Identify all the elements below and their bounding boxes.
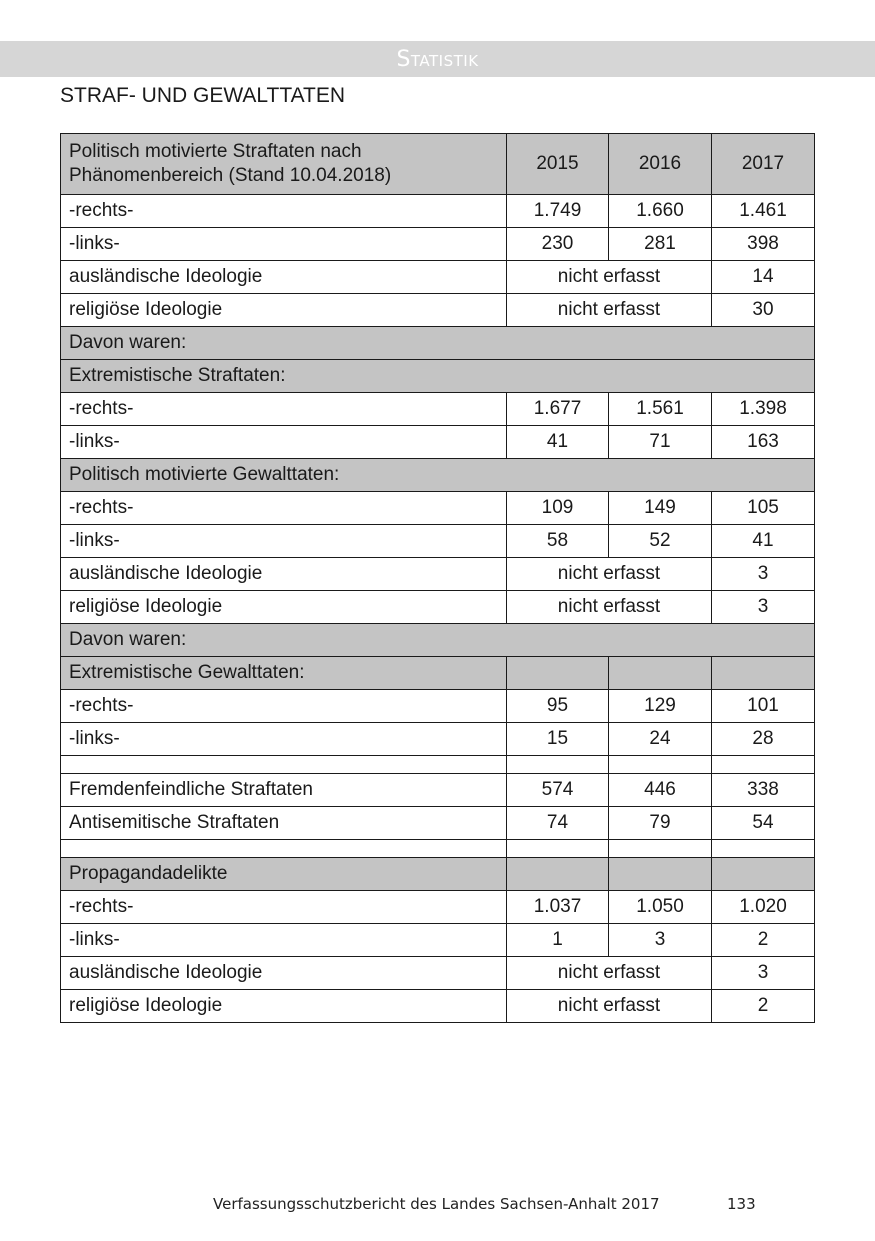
year-header-2017: 2017: [712, 134, 815, 195]
row-label: -rechts-: [61, 195, 507, 228]
empty-cell: [61, 840, 507, 858]
value-cell-2017: 30: [712, 294, 815, 327]
value-cell-2016: 149: [609, 492, 712, 525]
value-cell-2015: 95: [507, 690, 609, 723]
table-row: [61, 591, 815, 624]
not-recorded-cell: nicht erfasst: [507, 558, 712, 591]
row-label: Antisemitische Straftaten: [61, 807, 507, 840]
table-row: [61, 261, 815, 294]
section-header-label: Davon waren:: [61, 624, 815, 657]
section-header-row: [61, 327, 815, 360]
row-label: religiöse Ideologie: [61, 294, 507, 327]
value-cell-2015: 574: [507, 774, 609, 807]
table-row: [61, 957, 815, 990]
not-recorded-cell: nicht erfasst: [507, 294, 712, 327]
table-row: [61, 690, 815, 723]
value-cell-2017: 41: [712, 525, 815, 558]
table-row: [61, 228, 815, 261]
table-row: [61, 774, 815, 807]
table-row: [61, 492, 815, 525]
empty-cell: [609, 756, 712, 774]
empty-cell: [712, 858, 815, 891]
value-cell-2015: 1.749: [507, 195, 609, 228]
value-cell-2015: 1.677: [507, 393, 609, 426]
value-cell-2017: 1.398: [712, 393, 815, 426]
value-cell-2017: 2: [712, 990, 815, 1023]
value-cell-2016: 129: [609, 690, 712, 723]
value-cell-2016: 281: [609, 228, 712, 261]
table-header-label-line1: Politisch motivierte Straftaten nach: [69, 141, 362, 162]
row-label: religiöse Ideologie: [61, 591, 507, 624]
table-row: [61, 558, 815, 591]
row-label: religiöse Ideologie: [61, 990, 507, 1023]
section-header-label: Extremistische Gewalttaten:: [61, 657, 507, 690]
table-row: [61, 807, 815, 840]
table-header-label: [61, 134, 507, 195]
value-cell-2017: 3: [712, 957, 815, 990]
table-row: [61, 426, 815, 459]
value-cell-2017: 28: [712, 723, 815, 756]
section-header-label: Davon waren:: [61, 327, 815, 360]
row-label: ausländische Ideologie: [61, 957, 507, 990]
page-number: 133: [727, 1195, 756, 1213]
empty-cell: [507, 858, 609, 891]
value-cell-2016: 79: [609, 807, 712, 840]
table-header-label-line2: Phänomenbereich (Stand 10.04.2018): [69, 165, 392, 186]
statistics-table: [60, 133, 815, 1023]
value-cell-2017: 1.461: [712, 195, 815, 228]
section-title: STRAF- UND GEWALTTATEN: [60, 84, 346, 107]
empty-cell: [609, 657, 712, 690]
table-row: [61, 990, 815, 1023]
value-cell-2017: 338: [712, 774, 815, 807]
year-header-2015: 2015: [507, 134, 609, 195]
row-label: Fremdenfeindliche Straftaten: [61, 774, 507, 807]
not-recorded-cell: nicht erfasst: [507, 990, 712, 1023]
row-label: -rechts-: [61, 690, 507, 723]
chapter-banner: [0, 41, 875, 77]
row-label: -links-: [61, 924, 507, 957]
value-cell-2017: 398: [712, 228, 815, 261]
value-cell-2015: 41: [507, 426, 609, 459]
empty-cell: [507, 756, 609, 774]
table-row: [61, 393, 815, 426]
value-cell-2015: 58: [507, 525, 609, 558]
section-header-label: Propagandadelikte: [61, 858, 507, 891]
table-row: [61, 723, 815, 756]
row-label: -rechts-: [61, 393, 507, 426]
value-cell-2016: 71: [609, 426, 712, 459]
value-cell-2017: 105: [712, 492, 815, 525]
spacer-row: [61, 840, 815, 858]
chapter-banner-label: Statistik: [396, 46, 479, 72]
row-label: -links-: [61, 426, 507, 459]
not-recorded-cell: nicht erfasst: [507, 591, 712, 624]
empty-cell: [507, 840, 609, 858]
value-cell-2017: 1.020: [712, 891, 815, 924]
value-cell-2016: 1.050: [609, 891, 712, 924]
value-cell-2015: 109: [507, 492, 609, 525]
empty-cell: [712, 756, 815, 774]
table-row: [61, 525, 815, 558]
section-header-row: [61, 858, 815, 891]
section-header-row: [61, 657, 815, 690]
value-cell-2016: 52: [609, 525, 712, 558]
statistics-table-body: [61, 134, 815, 1023]
section-header-row: [61, 624, 815, 657]
empty-cell: [609, 840, 712, 858]
value-cell-2017: 2: [712, 924, 815, 957]
value-cell-2017: 101: [712, 690, 815, 723]
table-row: [61, 195, 815, 228]
value-cell-2017: 3: [712, 558, 815, 591]
row-label: -links-: [61, 228, 507, 261]
table-row: [61, 891, 815, 924]
empty-cell: [712, 840, 815, 858]
value-cell-2017: 163: [712, 426, 815, 459]
value-cell-2016: 3: [609, 924, 712, 957]
value-cell-2015: 15: [507, 723, 609, 756]
table-row: [61, 924, 815, 957]
value-cell-2016: 446: [609, 774, 712, 807]
section-header-row: [61, 360, 815, 393]
section-header-row: [61, 459, 815, 492]
value-cell-2015: 1.037: [507, 891, 609, 924]
not-recorded-cell: nicht erfasst: [507, 261, 712, 294]
value-cell-2017: 3: [712, 591, 815, 624]
footer-text: Verfassungsschutzbericht des Landes Sachsen-Anhalt 2017: [213, 1195, 660, 1213]
table-row: [61, 294, 815, 327]
year-header-2016: 2016: [609, 134, 712, 195]
empty-cell: [61, 756, 507, 774]
section-header-label: Extremistische Straftaten:: [61, 360, 815, 393]
table-header-row: [61, 134, 815, 195]
value-cell-2015: 230: [507, 228, 609, 261]
empty-cell: [507, 657, 609, 690]
not-recorded-cell: nicht erfasst: [507, 957, 712, 990]
row-label: ausländische Ideologie: [61, 261, 507, 294]
row-label: -rechts-: [61, 891, 507, 924]
value-cell-2017: 14: [712, 261, 815, 294]
value-cell-2015: 1: [507, 924, 609, 957]
row-label: -links-: [61, 525, 507, 558]
value-cell-2016: 24: [609, 723, 712, 756]
row-label: ausländische Ideologie: [61, 558, 507, 591]
value-cell-2016: 1.660: [609, 195, 712, 228]
section-header-label: Politisch motivierte Gewalttaten:: [61, 459, 815, 492]
value-cell-2017: 54: [712, 807, 815, 840]
value-cell-2015: 74: [507, 807, 609, 840]
value-cell-2016: 1.561: [609, 393, 712, 426]
empty-cell: [712, 657, 815, 690]
empty-cell: [609, 858, 712, 891]
spacer-row: [61, 756, 815, 774]
row-label: -rechts-: [61, 492, 507, 525]
row-label: -links-: [61, 723, 507, 756]
